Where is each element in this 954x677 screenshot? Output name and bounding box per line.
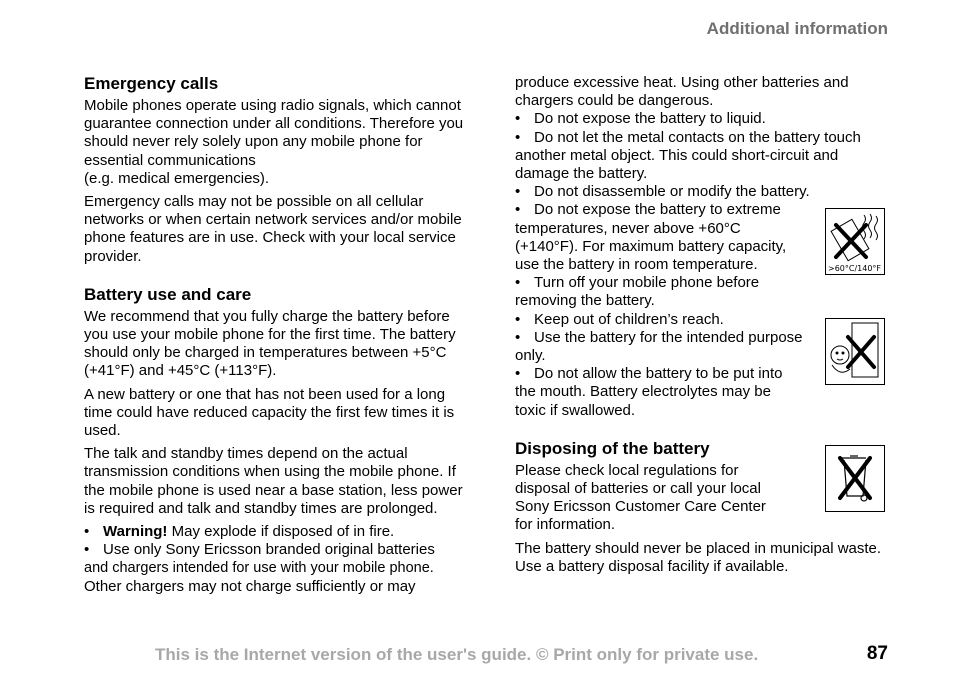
temperature-label: >60°C/140°F: [828, 264, 882, 273]
continued-text: produce excessive heat. Using other batteries and chargers could be dangerous.: [515, 74, 849, 110]
original-batteries-line-3: Other chargers may not charge sufficiently or may: [84, 577, 416, 595]
emergency-paragraph-1-example: (e.g. medical emergencies).: [84, 169, 270, 187]
bullet-mouth: • Do not allow the battery to be put into the mouth. Battery electrolytes may be toxic if swallowed.: [515, 365, 783, 419]
battery-paragraph-2: A new battery or one that has not been used for a long time could have reduced capacity the first few times it is used.: [84, 385, 455, 440]
battery-paragraph-1: We recommend that you fully charge the battery before you use your mobile phone for the first time. The battery should only be charged in temperatures between +5°C (+41°F) and +45°C (+113°F).: [84, 307, 456, 380]
bullet-metal-contacts: • Do not let the metal contacts on the battery touch another metal object. This could short-circuit and damage the battery.: [515, 128, 861, 183]
bullet-turn-off: • Turn off your mobile phone before removing the battery.: [515, 274, 760, 310]
crossed-out-bin-icon: [825, 445, 885, 512]
left-column: [84, 74, 464, 596]
bullet-intended-purpose: • Use the battery for the intended purpose only.: [515, 328, 803, 365]
disposing-heading: Disposing of the battery: [515, 438, 710, 458]
warning-label: Warning!: [103, 523, 168, 541]
emergency-calls-heading: Emergency calls: [84, 74, 219, 93]
battery-paragraph-3: The talk and standby times depend on the actual transmission conditions when using the mobile phone. If the mobile phone is used near a base station, less power is required and talk and standby times are prolonged.: [84, 445, 463, 517]
section-header: Additional information: [706, 19, 888, 38]
footer-notice: This is the Internet version of the user's guide. © Print only for private use.: [155, 645, 759, 664]
bullet-children: • Keep out of children’s reach.: [515, 310, 724, 328]
bullet-disassemble: • Do not disassemble or modify the battery.: [515, 183, 810, 201]
page-number: 87: [866, 643, 888, 664]
battery-use-heading: Battery use and care: [84, 284, 252, 304]
original-batteries-line-2: and chargers intended for use with your mobile phone.: [84, 560, 434, 577]
emergency-paragraph-2: Emergency calls may not be possible on all cellular networks or when certain network services and/or mobile phone features are in use. Check with your local service provider.: [84, 193, 462, 265]
bullet-temperature: • Do not expose the battery to extreme temperatures, never above +60°C (+140°F). For maximum battery capacity, use the battery in room temperature.: [515, 201, 787, 274]
child-warning-icon: [825, 318, 885, 385]
warning-bullet: • Warning! May explode if disposed of in fire.: [84, 523, 395, 541]
emergency-paragraph-1: Mobile phones operate using radio signals, which cannot guarantee connection under all conditions. Therefore you should never rely solely upon any mobile phone for essential communications: [84, 97, 464, 169]
heat-warning-icon: [825, 208, 885, 275]
original-batteries-bullet: • Use only Sony Ericsson branded original batteries: [84, 541, 435, 559]
disposing-paragraph-1: Please check local regulations for disposal of batteries or call your local Sony Ericsson Customer Care Center for information.: [515, 461, 766, 534]
disposing-paragraph-2: The battery should never be placed in municipal waste. Use a battery disposal facility if available.: [515, 539, 882, 575]
bullet-liquid: • Do not expose the battery to liquid.: [515, 110, 766, 128]
